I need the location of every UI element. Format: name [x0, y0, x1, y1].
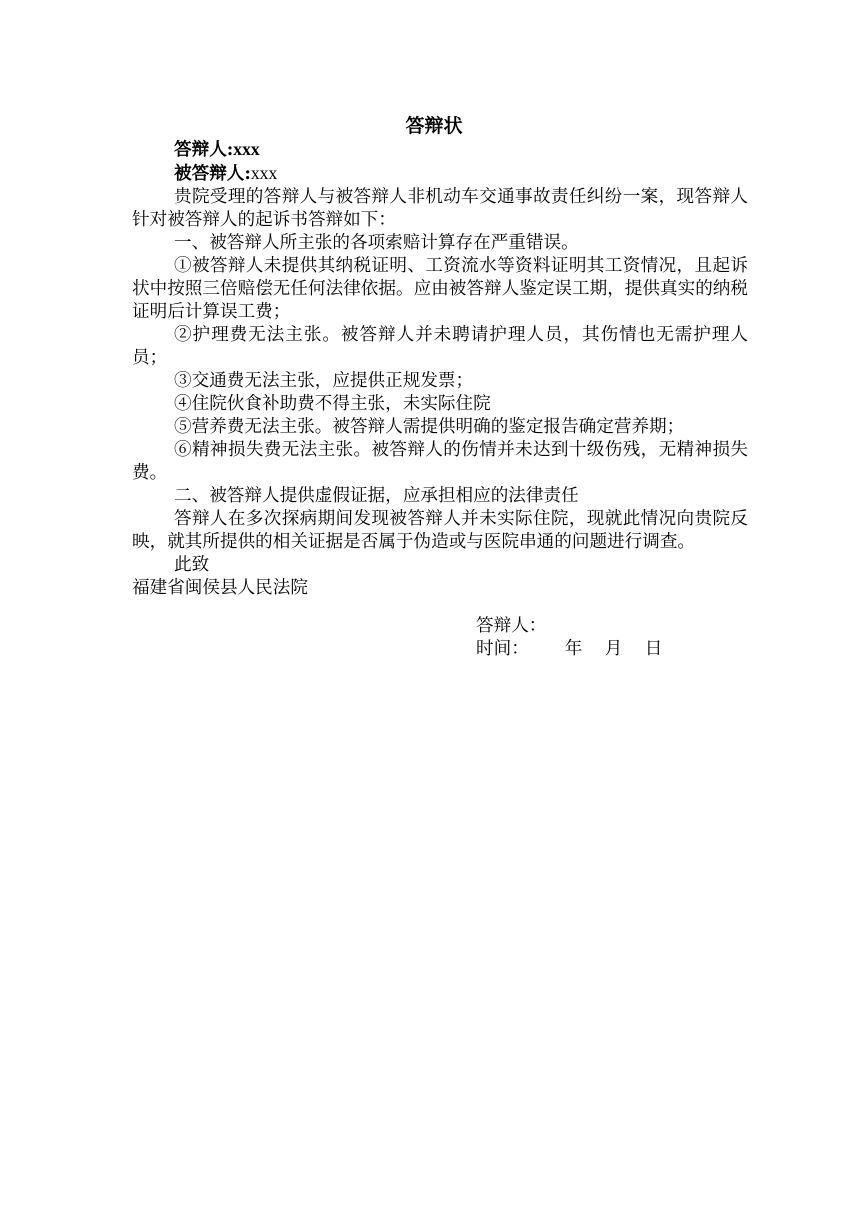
signature-line	[476, 615, 662, 638]
plaintiff-label: 被答辩人:	[174, 163, 251, 184]
intro-paragraph: 贵院受理的答辩人与被答辩人非机动车交通事故责任纠纷一案，现答辩人针对被答辩人的起诉书答辩如下：	[132, 187, 748, 230]
section-two-heading: 二、被答辩人提供虚假证据，应承担相应的法律责任	[174, 486, 579, 506]
respondent-name: xxx	[233, 139, 260, 159]
item-meal-subsidy: ④住院伙食补助费不得主张，未实际住院	[174, 394, 491, 414]
document-title: 答辩状	[405, 115, 463, 137]
date-label: 时间：	[476, 639, 529, 659]
document-body	[132, 138, 748, 600]
signature-block	[476, 615, 662, 661]
date-value: 年 月 日	[564, 639, 663, 659]
respondent-label: 答辩人:	[174, 139, 234, 160]
item-transport-fee: ③交通费无法主张，应提供正规发票；	[174, 371, 474, 391]
court-name: 福建省闽侯县人民法院	[132, 578, 308, 598]
item-lost-wages: ①被答辩人未提供其纳税证明、工资流水等资料证明其工资情况，且起诉状中按照三倍赔偿无任何法律依据。应由被答辩人鉴定误工期，提供真实的纳税证明后计算误工费；	[132, 256, 748, 322]
item-nutrition-fee: ⑤营养费无法主张。被答辩人需提供明确的鉴定报告确定营养期；	[174, 417, 685, 437]
signature-label: 答辩人：	[476, 616, 547, 636]
closing-salutation: 此致	[174, 555, 210, 575]
item-nursing-fee: ②护理费无法主张。被答辩人并未聘请护理人员，其伤情也无需护理人员；	[132, 325, 748, 368]
plaintiff-line	[132, 162, 748, 186]
respondent-line	[132, 138, 748, 162]
item-mental-damages: ⑥精神损失费无法主张。被答辩人的伤情并未达到十级伤残，无精神损失费。	[132, 440, 748, 483]
section-one-heading: 一、被答辩人所主张的各项索赔计算存在严重错误。	[174, 233, 579, 253]
section-two-paragraph: 答辩人在多次探病期间发现被答辩人并未实际住院，现就此情况向贵院反映，就其所提供的相关证据是否属于伪造或与医院串通的问题进行调查。	[132, 509, 748, 552]
date-line	[476, 638, 662, 661]
plaintiff-name: xxx	[250, 163, 278, 183]
